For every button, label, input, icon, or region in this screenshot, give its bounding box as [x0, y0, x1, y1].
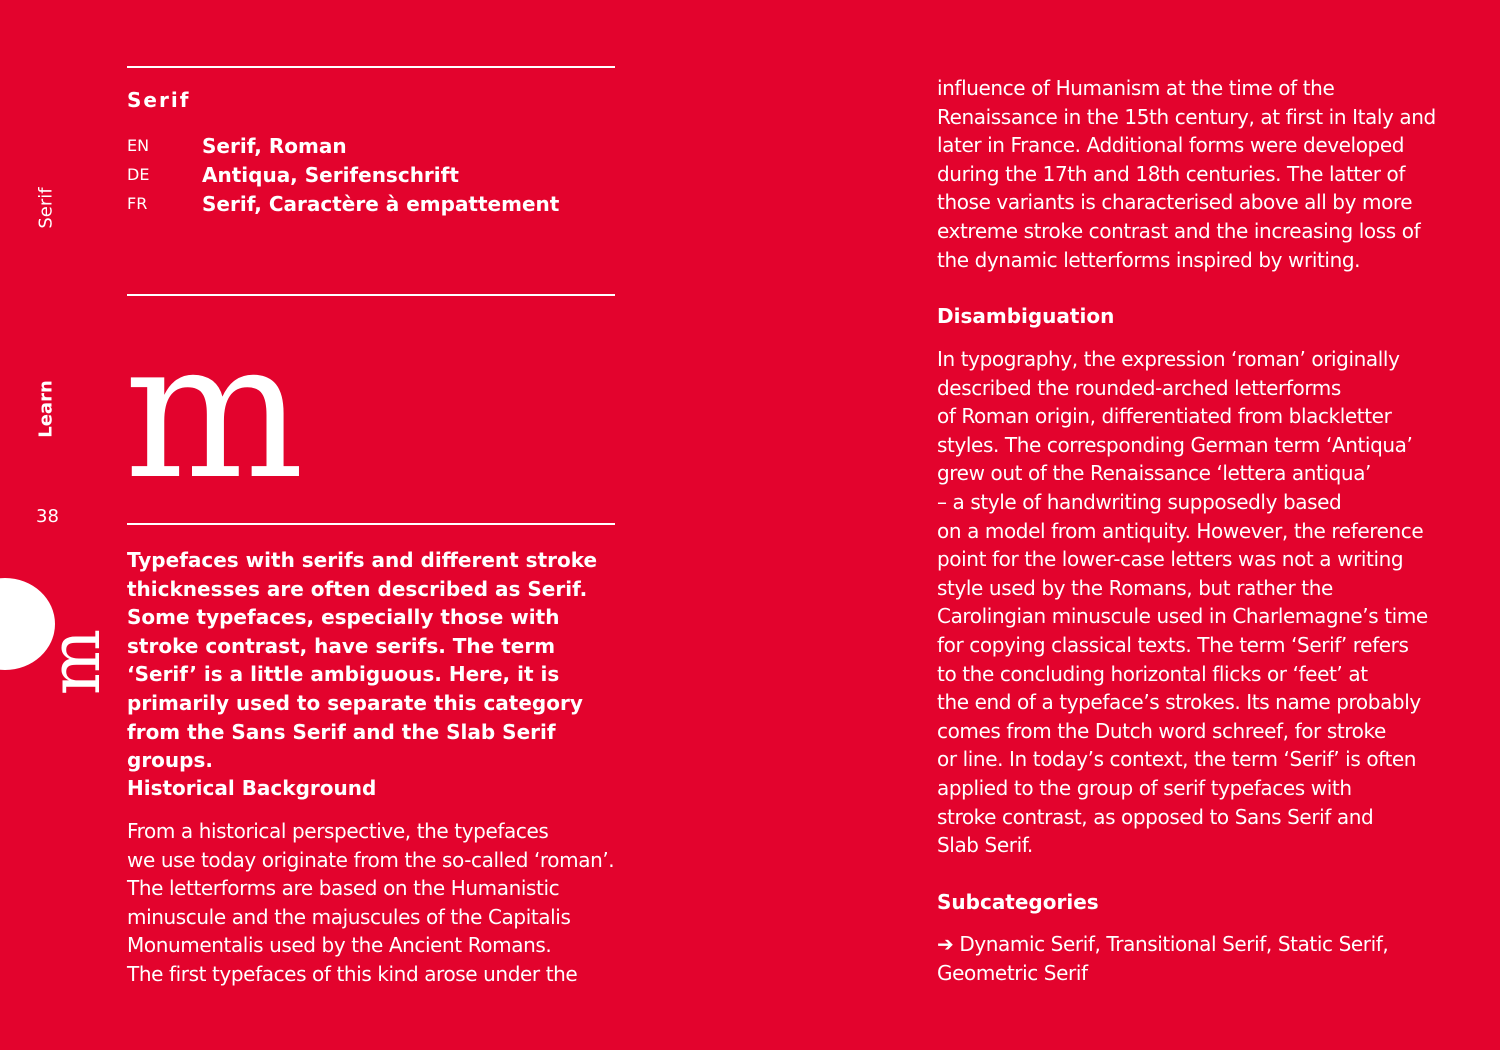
language-term: Antiqua, Serifenschrift	[202, 162, 459, 187]
language-term: Serif, Caractère à empattement	[202, 191, 560, 216]
disambiguation-text: In typography, the expression ‘roman’ originally described the rounded-arched letterforms of Roman origin, differentiated from blackletter styles. The corresponding German term ‘Antiqua’ grew out of the Renaissance ‘lettera antiqua’ – a style of handwriting supposedly based on a model from antiquity. However, the reference point for the lower-case letters was not a writing style used by the Romans, but rather the Carolingian minuscule used in Charlemagne’s time for copying classical texts. The term ‘Serif’ refers to the concluding horizontal flicks or ‘feet’ at the end of a typeface’s strokes. Its name probably comes from the Dutch word schreef, for stroke or line. In today’s context, the term ‘Serif’ is often applied to the group of serif typefaces with stroke contrast, as opposed to Sans Serif and Slab Serif.	[937, 347, 1428, 858]
language-code: DE	[127, 165, 150, 184]
language-row-fr	[127, 189, 559, 218]
header-divider	[127, 294, 615, 296]
entry-title: Serif	[127, 88, 191, 112]
specimen-divider	[127, 523, 615, 525]
specimen-glyph: m	[124, 300, 305, 521]
language-code: FR	[127, 194, 148, 213]
thumb-tab-letter: m	[34, 628, 116, 696]
disambiguation-heading: Disambiguation	[937, 304, 1115, 328]
running-head-section: Serif	[35, 187, 57, 229]
running-head-chapter: Learn	[35, 380, 57, 438]
historical-text-left: From a historical perspective, the typefaces we use today originate from the so-called ‘roman’. The letterforms are based on the Humanistic minuscule and the majuscules of the Capitalis Monumentalis used by the Ancient Romans. The first typefaces of this kind arose under the	[127, 819, 615, 986]
language-term: Serif, Roman	[202, 133, 347, 158]
historical-text-right: influence of Humanism at the time of the Renaissance in the 15th century, at first in Italy and later in France. Additional forms were developed during the 17th and 18th centuries. The latter of those variants is characterised above all by more extreme stroke contrast and the increasing loss of the dynamic letterforms inspired by writing.	[937, 76, 1436, 272]
top-rule	[127, 66, 615, 68]
language-row-en	[127, 131, 347, 160]
historical-heading: Historical Background	[127, 776, 377, 800]
subcategories-text: ➔ Dynamic Serif, Transitional Serif, Static Serif, Geometric Serif	[937, 932, 1389, 985]
language-row-de	[127, 160, 459, 189]
language-code: EN	[127, 136, 150, 155]
intro-paragraph: Typefaces with serifs and different stroke thicknesses are often described as Serif. Some typefaces, especially those with stroke contrast, have serifs. The term ‘Serif’ is a little ambiguous. Here, it is primarily used to separate this category from the Sans Serif and the Slab Serif groups.	[127, 548, 598, 773]
page-number: 38	[36, 506, 59, 527]
subcategories-heading: Subcategories	[937, 890, 1099, 914]
